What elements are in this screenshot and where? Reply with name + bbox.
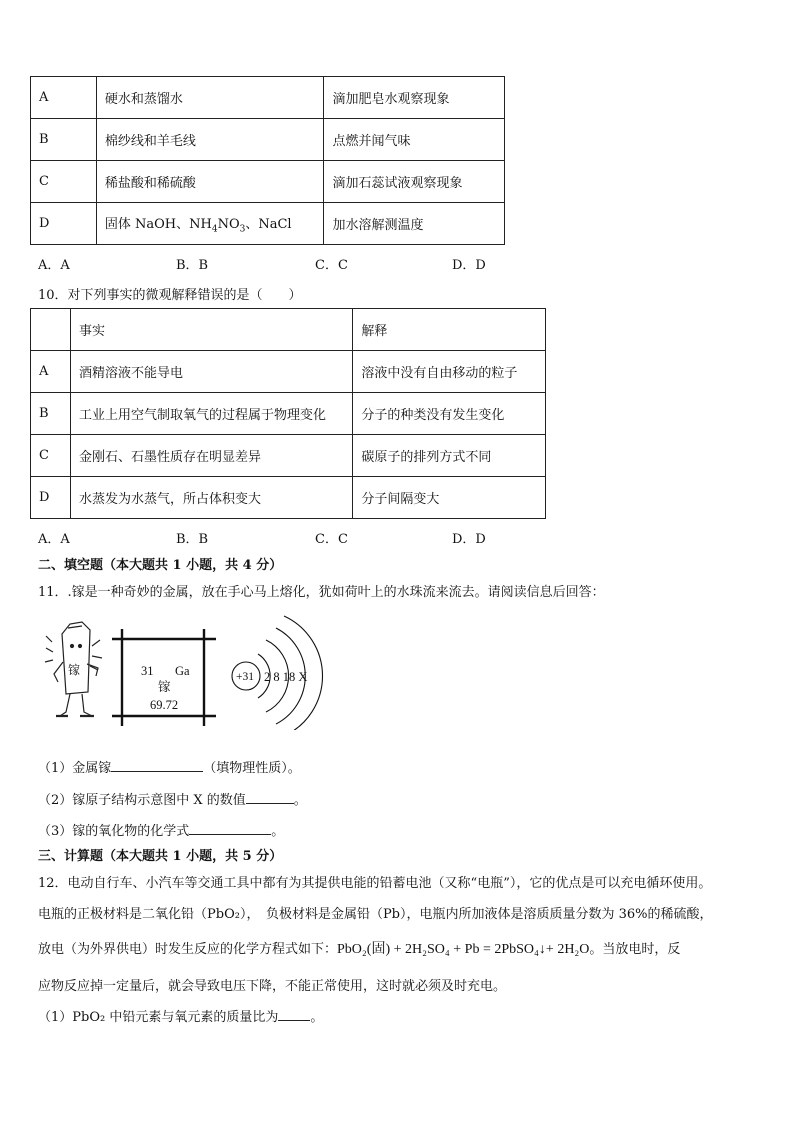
electron-shells: 2 8 18 X: [264, 670, 308, 684]
q11-sub1: （1）金属镓 （填物理性质）。: [38, 761, 301, 776]
q12-sub1: （1）PbO₂ 中铅元素与氧元素的质量比为 。: [38, 1010, 324, 1025]
atomic-mass: 69.72: [150, 698, 179, 712]
test-method: 滴加肥皂水观察现象: [324, 77, 505, 119]
compared-items: 棉纱线和羊毛线: [96, 119, 324, 161]
table-row: [31, 435, 546, 477]
row-label: C: [31, 435, 71, 477]
table-row: [31, 77, 505, 119]
row-label: A: [31, 77, 97, 119]
q11-sub3: （3）镓的氧化物的化学式 。: [38, 824, 285, 839]
gallium-figure: [40, 612, 330, 730]
option-b[interactable]: B．B: [176, 532, 209, 547]
q12-line4: 应物反应掉一定量后，就会导致电压下降，不能正常使用，这时就必须及时充电。: [38, 979, 507, 994]
answer-blank[interactable]: [111, 759, 203, 772]
element-name: 镓: [158, 679, 171, 694]
atomic-number: 31: [141, 664, 154, 678]
option-d[interactable]: D．D: [452, 258, 486, 273]
answer-blank[interactable]: [189, 822, 271, 835]
fact-cell: 酒精溶液不能导电: [70, 351, 352, 393]
fact-cell: 金刚石、石墨性质存在明显差异: [70, 435, 352, 477]
q12-line3: 放电（为外界供电）时发生反应的化学方程式如下：PbO₂(固) + 2H₂SO₄ + Pb = 2PbSO₄↓+ 2H₂O。当放电时，反: [38, 942, 681, 957]
table-row: [31, 351, 546, 393]
row-label: B: [31, 393, 71, 435]
q11-sub2: （2）镓原子结构示意图中 X 的数值 。: [38, 793, 307, 808]
compared-items: 稀盐酸和稀硫酸: [96, 161, 324, 203]
option-a[interactable]: A．A: [38, 532, 70, 547]
q10-table: [30, 308, 546, 519]
row-label: C: [31, 161, 97, 203]
table-row: [31, 119, 505, 161]
figure-char: 镓: [68, 663, 81, 677]
section-heading-fill-blank: 二、填空题（本大题共 1 小题，共 4 分）: [38, 558, 283, 573]
explanation-cell: 分子间隔变大: [353, 477, 546, 519]
fact-cell: 工业上用空气制取氧气的过程属于物理变化: [70, 393, 352, 435]
q10-stem: 10．对下列事实的微观解释错误的是（ ）: [38, 288, 302, 303]
chemical-equation: PbO₂(固) + 2H₂SO₄ + Pb = 2PbSO₄↓+ 2H₂O: [337, 942, 590, 957]
answer-blank[interactable]: [246, 791, 294, 804]
option-c[interactable]: C．C: [315, 532, 348, 547]
answer-blank[interactable]: [278, 1008, 310, 1021]
explanation-cell: 分子的种类没有发生变化: [353, 393, 546, 435]
table-header-row: [31, 309, 546, 351]
explanation-cell: 碳原子的排列方式不同: [353, 435, 546, 477]
compared-items: 硬水和蒸馏水: [96, 77, 324, 119]
compared-items: 固体 NaOH、$NH_4NO_3$、NaCl: [96, 203, 324, 245]
section-heading-calculation: 三、计算题（本大题共 1 小题，共 5 分）: [38, 849, 283, 864]
test-method: 滴加石蕊试液观察现象: [324, 161, 505, 203]
row-label: A: [31, 351, 71, 393]
header-fact: 事实: [70, 309, 352, 351]
row-label: B: [31, 119, 97, 161]
test-method: 加水溶解测温度: [324, 203, 505, 245]
option-a[interactable]: A．A: [38, 258, 70, 273]
table-row: [31, 393, 546, 435]
element-symbol: Ga: [175, 664, 190, 678]
option-d[interactable]: D．D: [452, 532, 486, 547]
option-c[interactable]: C．C: [315, 258, 348, 273]
q11-stem: 11．.镓是一种奇妙的金属，放在手心马上熔化，犹如荷叶上的水珠流来流去。请阅读信息后回答：: [38, 585, 605, 600]
table-row: [31, 203, 505, 245]
row-label: D: [31, 477, 71, 519]
q12-line1: 12．电动自行车、小汽车等交通工具中都有为其提供电能的铅蓄电池（又称“电瓶”），它的优点是可以充电循环使用。: [38, 876, 712, 891]
q9-table: [30, 76, 505, 245]
fact-cell: 水蒸发为水蒸气，所占体积变大: [70, 477, 352, 519]
explanation-cell: 溶液中没有自由移动的粒子: [353, 351, 546, 393]
option-b[interactable]: B．B: [176, 258, 209, 273]
table-row: [31, 161, 505, 203]
test-method: 点燃并闻气味: [324, 119, 505, 161]
table-row: [31, 477, 546, 519]
row-label: D: [31, 203, 97, 245]
nuclear-charge: +31: [236, 671, 254, 683]
q12-line2: 电瓶的正极材料是二氧化铅（PbO₂）， 负极材料是金属铅（Pb），电瓶内所加液体是溶质质量分数为 36%的稀硫酸，: [38, 907, 713, 922]
header-explanation: 解释: [353, 309, 546, 351]
